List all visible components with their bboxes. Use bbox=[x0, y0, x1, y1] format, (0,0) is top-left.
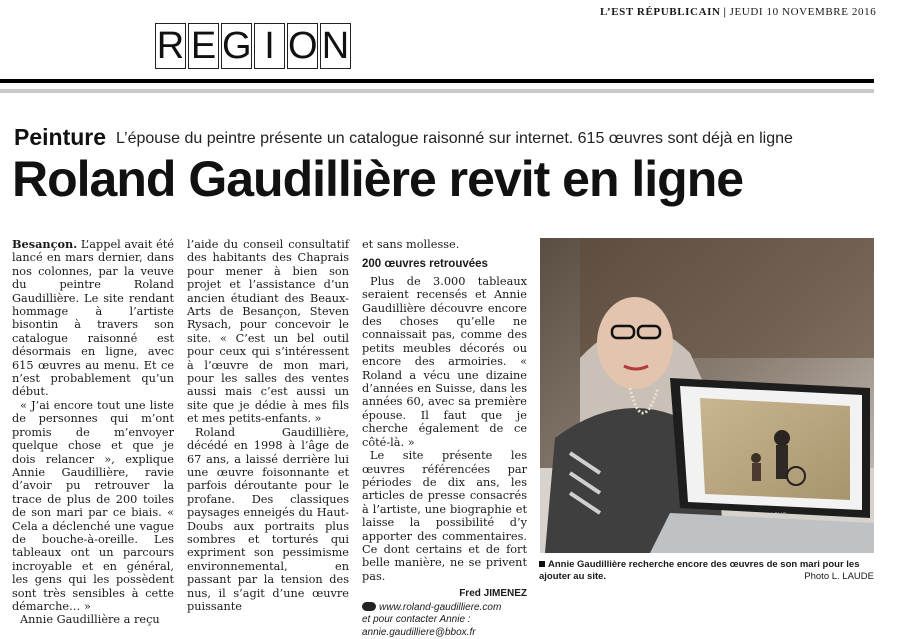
website-link[interactable]: www.roland-gaudilliere.com bbox=[379, 601, 502, 613]
section-letter: G bbox=[222, 25, 252, 67]
text-column-3 bbox=[362, 238, 527, 639]
paragraph bbox=[12, 238, 174, 399]
paragraph: Le site présente les œuvres référencées par périodes de dix ans, les articles de presse consacrés à l’artiste, une biographie et laisse la possibilité d’y apporter des commentaires. Ce dont certains et de fort belle manière, ne se privent pas. bbox=[362, 449, 527, 583]
contact-info bbox=[362, 602, 527, 639]
section-letter: O bbox=[288, 25, 318, 67]
article-standfirst: L’épouse du peintre présente un catalogue raisonné sur internet. 615 œuvres sont déjà en ligne bbox=[116, 130, 793, 147]
text-column-2 bbox=[187, 238, 349, 613]
paragraph-text: L’appel avait été lancé en mars dernier, dans nos colonnes, par la veuve du peintre Roland Gaudillière. Le site rendant hommage à l’artiste bisontin à travers son catalogue raisonné est désormais en ligne, avec 615 œuvres au menu. Et ce n’est probablement qu’un début. bbox=[12, 238, 174, 399]
publication-date: JEUDI 10 NOVEMBRE 2016 bbox=[729, 6, 877, 18]
section-title bbox=[155, 23, 351, 69]
header-rule-grey bbox=[0, 89, 874, 93]
paragraph: et sans mollesse. bbox=[362, 238, 460, 251]
caption-text: Annie Gaudillière recherche encore des œuvres de son mari pour les ajouter au site. bbox=[539, 559, 860, 582]
paragraph: l’aide du conseil consultatif des habitants des Chaprais pour mener à bien son projet et l’assistance d’un ancien étudiant des Beaux-Arts de Besançon, Steven Rysach, pour concevoir le site. « C’est un bel outil pour ceux qui s’intéressent à l’œuvre de mon mari, pour les salles des ventes aussi mais c’est aussi un site que je dédie à mes fils et mes petits-enfants. » bbox=[187, 238, 349, 426]
caption-bullet bbox=[539, 561, 545, 567]
section-letter: E bbox=[188, 23, 219, 69]
section-letter: N bbox=[321, 25, 350, 67]
article-photo bbox=[540, 238, 874, 553]
paragraph: Roland Gaudillière, décédé en 1998 à l’âge de 67 ans, a laissé derrière lui une œuvre foisonnante et parfois déroutante pour le profane. Des classiques paysages enneigés du Haut-Doubs aux portraits plus sombres et torturés qui expriment son pessimisme environnemental, en passant par la tension des nus, il s’agit d’une œuvre puissante bbox=[187, 425, 349, 613]
email-link[interactable]: annie.gaudilliere@bbox.fr bbox=[362, 626, 476, 638]
woman-face bbox=[597, 297, 673, 389]
subheading: 200 œuvres retrouvées bbox=[362, 258, 488, 271]
photo-credit: Photo L. LAUDE bbox=[804, 571, 874, 582]
text-column-1 bbox=[12, 238, 174, 627]
section-letter: R bbox=[156, 25, 185, 67]
masthead bbox=[600, 6, 876, 18]
web-icon bbox=[362, 602, 376, 611]
paragraph: Plus de 3.000 tableaux seraient recensés et Annie Gaudillière découvre encore des choses qu’elle ne connaissait pas, comme des petits meubles décorés ou encore des armoiries. « Roland a vécu une dizaine d’années en Suisse, dans les années 60, avec sa première épouse. Il faut que je cherche également de ce côté-là. » bbox=[362, 274, 527, 449]
paragraph: Annie Gaudillière a reçu bbox=[20, 613, 160, 627]
section-letter: I bbox=[254, 23, 285, 69]
contact-label: et pour contacter Annie : bbox=[362, 614, 471, 626]
article-kicker: Peinture bbox=[14, 124, 107, 150]
laptop-screen-image bbox=[700, 398, 850, 500]
masthead-separator: | bbox=[723, 6, 727, 18]
paragraph: « J’ai encore tout une liste de personnes qui m’ont promis de m’envoyer quelque chose et que je dois relancer », explique Annie Gaudillière, ravie d’avoir pu retrouver la trace de plus de 200 toiles de son mari par ce biais. « Cela a déclenché une vague de bouche-à-oreille. Les tableaux ont un parcours incroyable et en général, les gens qui les possèdent sont très sensibles à cette démarche… » bbox=[12, 398, 174, 613]
byline: Fred JIMENEZ bbox=[459, 588, 527, 600]
header-rule bbox=[0, 79, 874, 83]
article-headline: Roland Gaudillière revit en ligne bbox=[12, 151, 744, 207]
dateline: Besançon. bbox=[12, 237, 78, 251]
newspaper-name: L’EST RÉPUBLICAIN bbox=[600, 6, 721, 18]
laptop-brand: ASUS bbox=[770, 513, 787, 519]
